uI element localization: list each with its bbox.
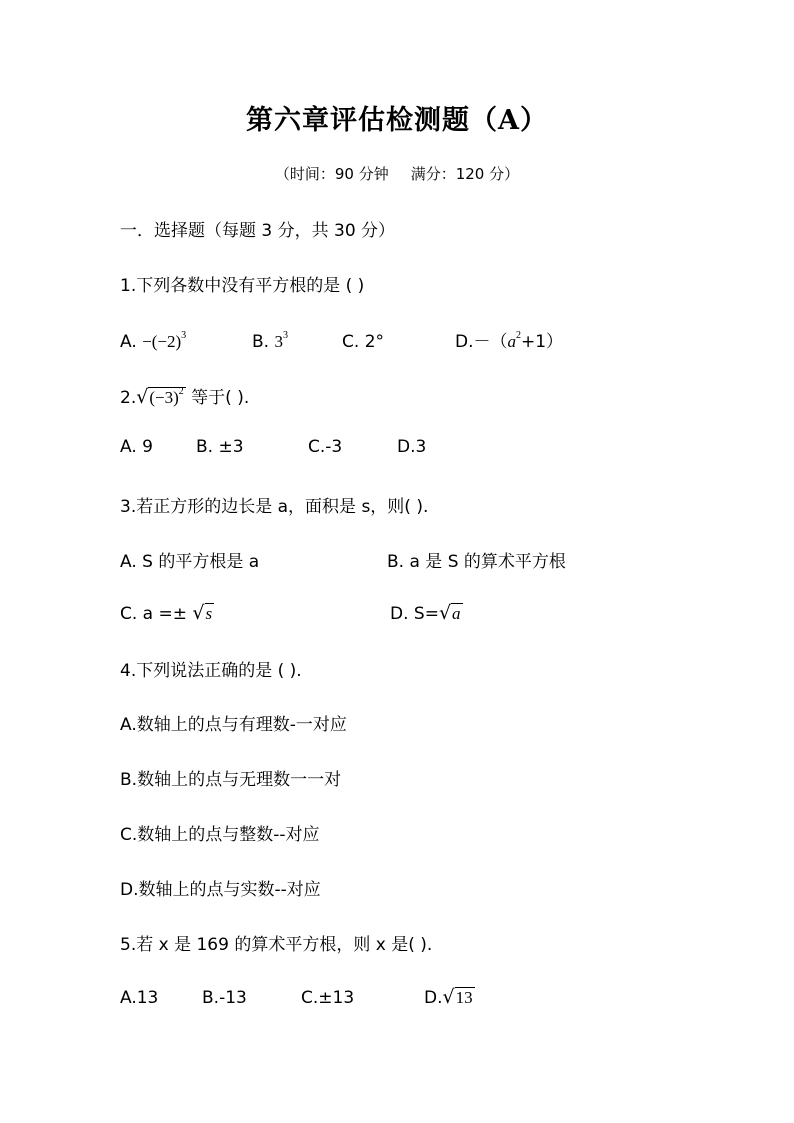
q1-option-a-label: A. bbox=[120, 332, 137, 352]
question-2-radicand-base: (−3) bbox=[149, 388, 179, 407]
question-2-rest: 等于( ). bbox=[185, 388, 250, 408]
q3-option-b: B. a 是 S 的算术平方根 bbox=[387, 552, 566, 572]
q5-option-d bbox=[424, 986, 475, 1008]
q2-option-b: B. ±3 bbox=[196, 437, 244, 457]
q3-option-c-radicand: s bbox=[205, 604, 213, 623]
sqrt-symbol: √ bbox=[438, 602, 452, 624]
q4-option-a: A.数轴上的点与有理数-一对应 bbox=[120, 715, 347, 735]
q1-option-b-exponent: 3 bbox=[282, 330, 288, 341]
q1-option-a bbox=[120, 332, 252, 352]
sqrt-symbol: √ bbox=[442, 986, 455, 1008]
question-2-exponent: 2 bbox=[178, 386, 184, 397]
question-1-stem: 1.下列各数中没有平方根的是 ( ) bbox=[120, 276, 365, 296]
question-3-options-row-1 bbox=[120, 547, 566, 572]
q2-option-a: A. 9 bbox=[120, 437, 153, 457]
exam-time: （时间：90 分钟 bbox=[274, 165, 389, 183]
page-title: 第六章评估检测题（A） bbox=[246, 105, 548, 136]
q1-option-d bbox=[455, 327, 563, 352]
q1-option-a-exponent: 3 bbox=[181, 330, 187, 341]
q4-option-b: B.数轴上的点与无理数一一对 bbox=[120, 770, 342, 790]
q3-option-a: A. S 的平方根是 a bbox=[120, 552, 260, 572]
exam-score: 满分：120 分） bbox=[410, 165, 520, 183]
q3-option-d-radicand: a bbox=[452, 604, 461, 623]
question-1-options bbox=[120, 327, 563, 352]
q2-option-c: C.-3 bbox=[308, 437, 343, 457]
question-4-stem: 4.下列说法正确的是 ( ). bbox=[120, 661, 302, 681]
q1-option-c-expr: 2° bbox=[364, 332, 385, 352]
q1-option-d-label: D.－（ bbox=[455, 332, 508, 352]
q1-option-b-label: B. bbox=[252, 332, 270, 352]
q1-option-b-base: 3 bbox=[274, 332, 283, 351]
q5-option-d-radicand: 13 bbox=[455, 988, 473, 1007]
sqrt-symbol: √ bbox=[192, 602, 205, 624]
q1-option-c bbox=[342, 332, 455, 352]
section-heading: 一．选择题（每题 3 分，共 30 分） bbox=[120, 221, 396, 241]
q3-option-d bbox=[390, 602, 463, 624]
question-5-options bbox=[120, 986, 475, 1008]
q3-option-c bbox=[120, 602, 390, 624]
sqrt-symbol: √ bbox=[136, 386, 149, 408]
q3-option-c-prefix: C. a =± bbox=[120, 604, 187, 624]
q1-option-c-label: C. bbox=[342, 332, 360, 352]
question-2-stem bbox=[120, 383, 249, 408]
q5-option-b: B.-13 bbox=[202, 988, 247, 1008]
q5-option-c: C.±13 bbox=[301, 988, 355, 1008]
q1-option-d-variable: a bbox=[507, 332, 516, 351]
question-5-stem: 5.若 x 是 169 的算术平方根，则 x 是( ). bbox=[120, 935, 433, 955]
exam-info bbox=[0, 163, 794, 184]
question-2-number: 2. bbox=[120, 388, 137, 408]
q2-option-d: D.3 bbox=[397, 437, 427, 457]
q5-option-d-prefix: D. bbox=[424, 988, 443, 1008]
q4-option-d: D.数轴上的点与实数--对应 bbox=[120, 880, 321, 900]
q4-option-c: C.数轴上的点与整数--对应 bbox=[120, 825, 320, 845]
q1-option-d-rest: +1） bbox=[521, 332, 564, 352]
question-3-options-row-2 bbox=[120, 602, 463, 624]
question-2-options bbox=[120, 437, 426, 457]
q1-option-b bbox=[252, 332, 342, 352]
q1-option-d-exponent: 2 bbox=[516, 330, 521, 341]
q3-option-d-prefix: D. S= bbox=[390, 604, 439, 624]
q5-option-a: A.13 bbox=[120, 988, 159, 1008]
question-3-stem: 3.若正方形的边长是 a，面积是 s，则( ). bbox=[120, 497, 429, 517]
question-2-radicand bbox=[148, 387, 185, 407]
q1-option-a-expr: −(−2) bbox=[142, 332, 182, 351]
